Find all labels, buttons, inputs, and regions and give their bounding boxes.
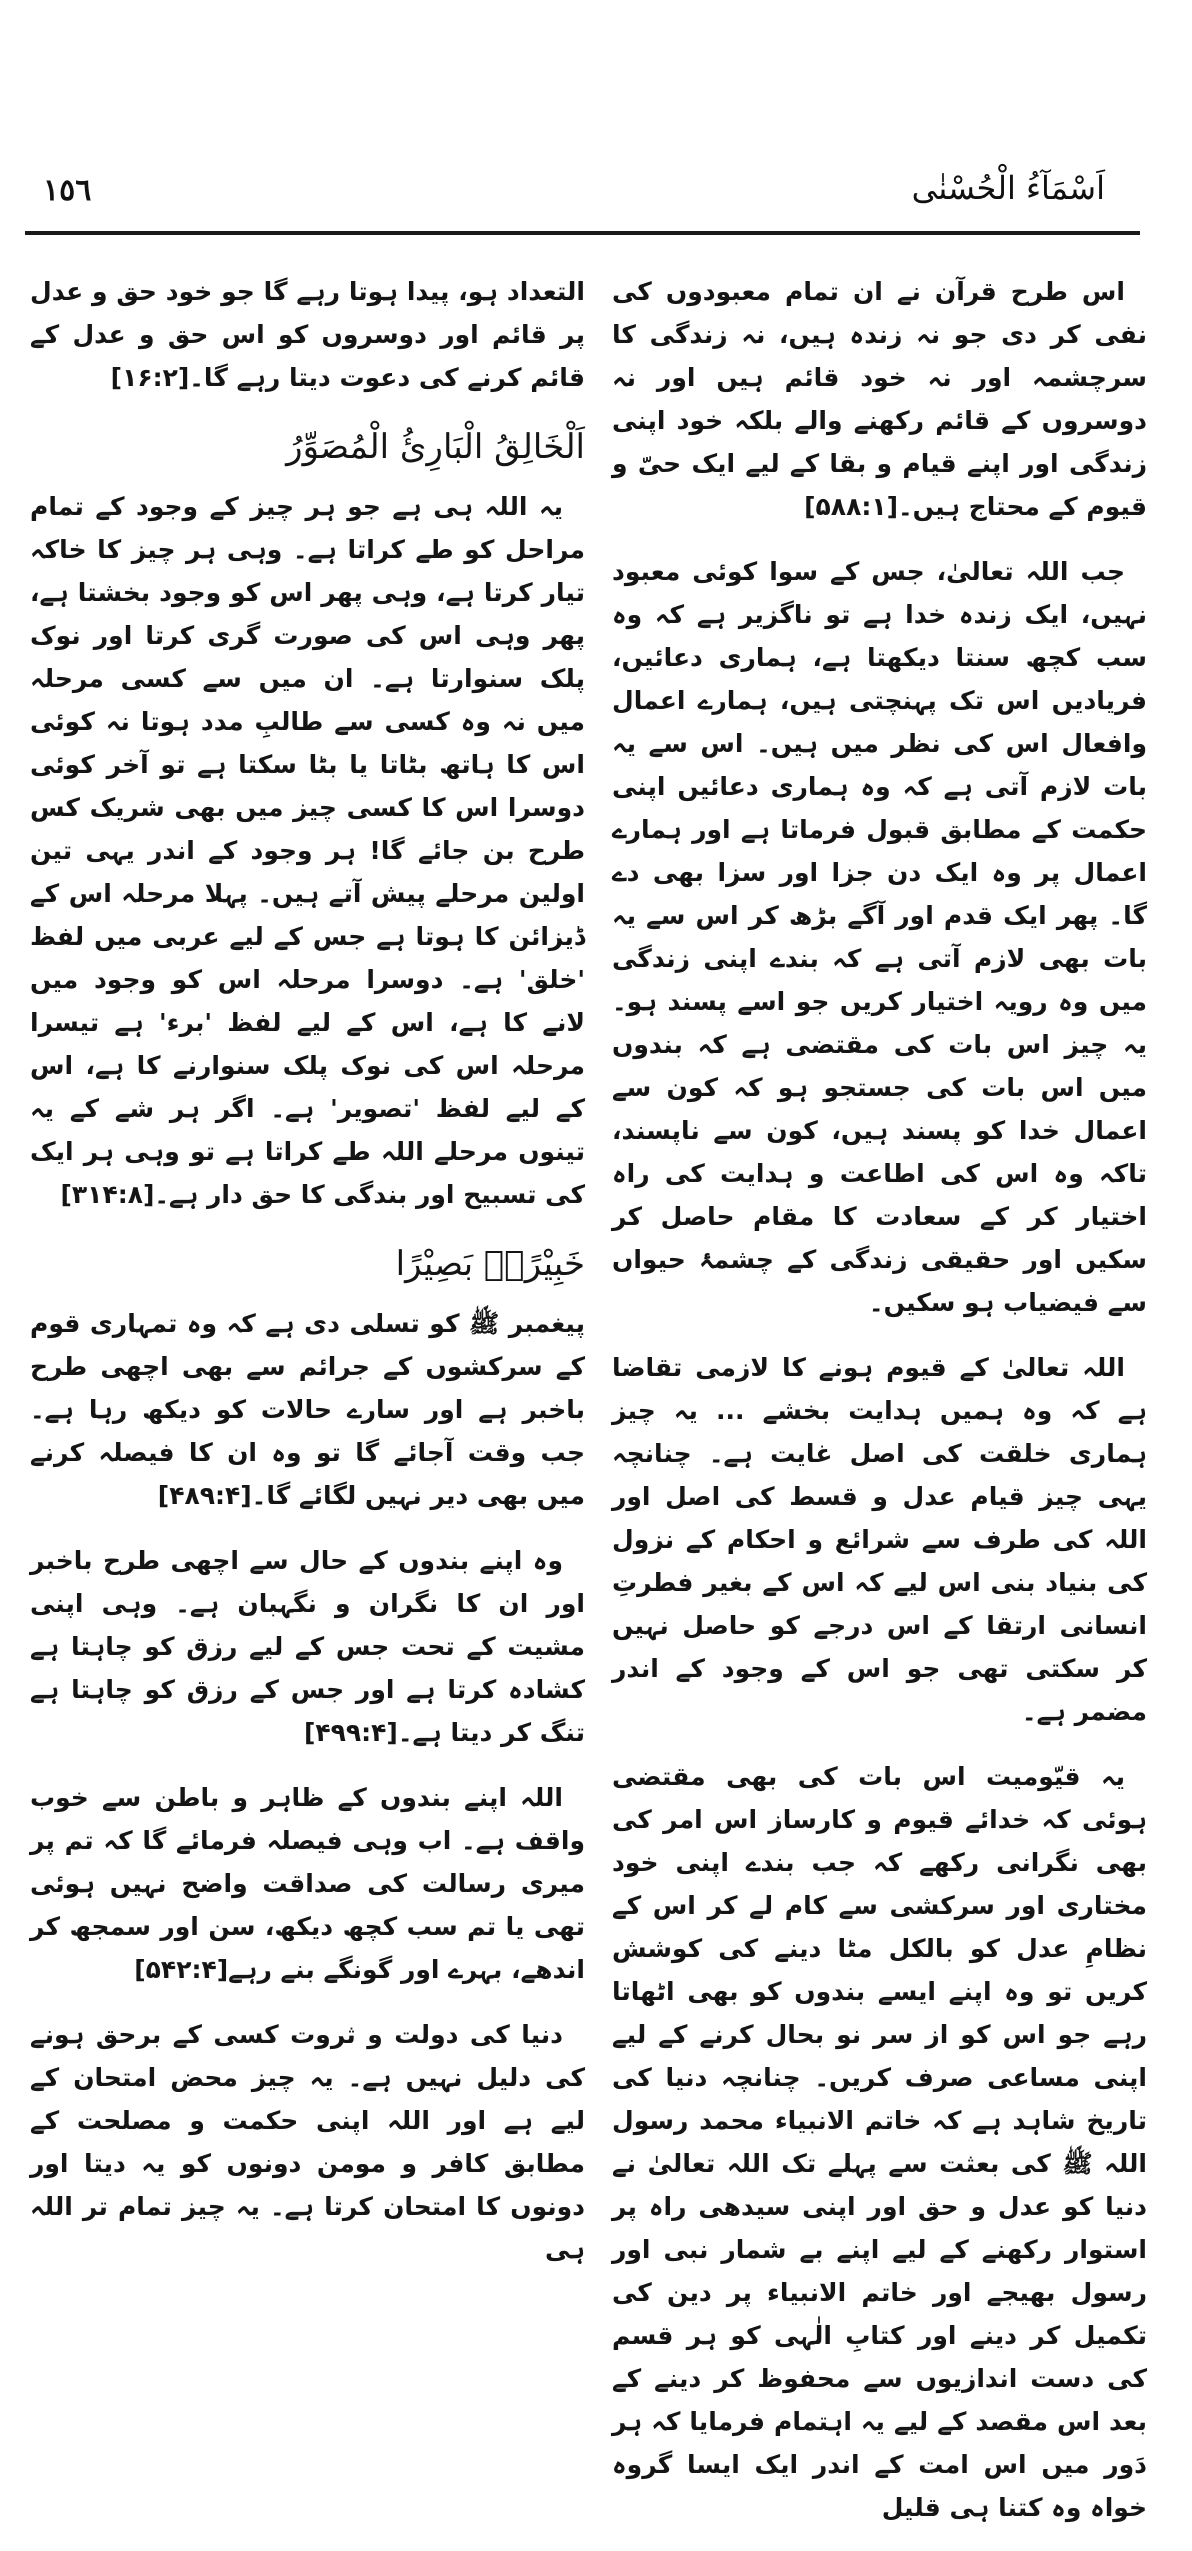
left-column xyxy=(30,270,585,2293)
section-heading-khabiran-basiran: خَبِیْرًاۢ بَصِیْرًا xyxy=(395,1244,585,1284)
running-title: اَسْمَآءُ الْحُسْنٰی xyxy=(911,169,1105,207)
paragraph: اللہ تعالیٰ کے قیوم ہونے کا لازمی تقاضا ہے کہ وہ ہمیں ہدایت بخشے ... یہ چیز ہماری خلقت کی اصل غایت ہے۔ چنانچہ یہی چیز قیام عدل و قسط کی اصل اور اللہ کی طرف سے شرائع و احکام کے نزول کی بنیاد بنی اس لیے کہ اس کے بغیر فطرتِ انسانی ارتقا کے اس درجے کو حاصل نہیں کر سکتی تھی جو اس کے وجود کے اندر مضمر ہے۔ xyxy=(612,1353,1147,1726)
paragraph: یہ قیّومیت اس بات کی بھی مقتضی ہوئی کہ خدائے قیوم و کارساز اس امر کی بھی نگرانی رکھے کہ جب بندے اپنی خود مختاری اور سرکشی سے کام لے کر اس کے نظامِ عدل کو بالکل مٹا دینے کی کوشش کریں تو وہ اپنے ایسے بندوں کو بھی اٹھاتا رہے جو اس کو از سر نو بحال کرنے کے لیے اپنی مساعی صرف کریں۔ چنانچہ دنیا کی تاریخ شاہد ہے کہ خاتم الانبیاء محمد رسول اللہ ﷺ کی بعثت سے پہلے تک اللہ تعالیٰ نے دنیا کو عدل و حق اور اپنی سیدھی راہ پر استوار رکھنے کے لیے اپنے بے شمار نبی اور رسول بھیجے اور خاتم الانبیاء پر دین کی تکمیل کر دینے اور کتابِ الٰہی کو ہر قسم کی دست اندازیوں سے محفوظ کر دینے کے بعد اس مقصد کے لیے یہ اہتمام فرمایا کہ ہر دَور میں اس امت کے اندر ایک ایسا گروہ خواہ وہ کتنا ہی قلیل xyxy=(612,1762,1147,2522)
paragraph: یہ اللہ ہی ہے جو ہر چیز کے وجود کے تمام مراحل کو طے کراتا ہے۔ وہی ہر چیز کا خاکہ تیار کرتا ہے، وہی پھر اس کو وجود بخشتا ہے، پھر وہی اس کی صورت گری کرتا اور نوک پلک سنوارتا ہے۔ ان میں سے کسی مرحلہ میں نہ وہ کسی سے طالبِ مدد ہوتا نہ کوئی اس کا ہاتھ بٹاتا یا بٹا سکتا ہے تو آخر کوئی دوسرا اس کا کسی چیز میں بھی شریک کس طرح بن جائے گا! ہر وجود کے اندر یہی تین اولین مرحلے پیش آتے ہیں۔ پہلا مرحلہ اس کے ڈیزائن کا ہوتا ہے جس کے لیے عربی میں لفظ 'خلق' ہے۔ دوسرا مرحلہ اس کو وجود میں لانے کا ہے، اس کے لیے لفظ 'برء' ہے تیسرا مرحلہ اس کی نوک پلک سنوارنے کا ہے، اس کے لیے لفظ 'تصویر' ہے۔ اگر ہر شے کے یہ تینوں مرحلے اللہ طے کراتا ہے تو وہی ہر ایک کی تسبیح اور بندگی کا حق دار ہے۔[۳۱۴:۸] xyxy=(30,492,585,1209)
paragraph: اس طرح قرآن نے ان تمام معبودوں کی نفی کر دی جو نہ زندہ ہیں، نہ زندگی کا سرچشمہ اور نہ خود قائم ہیں اور نہ دوسروں کے قائم رکھنے والے بلکہ خود اپنی زندگی اور اپنے قیام و بقا کے لیے ایک حیّ و قیوم کے محتاج ہیں۔[۵۸۸:۱] xyxy=(612,277,1147,521)
paragraph: وہ اپنے بندوں کے حال سے اچھی طرح باخبر اور ان کا نگران و نگہبان ہے۔ وہی اپنی مشیت کے تحت جس کے لیے رزق کو چاہتا ہے کشادہ کرتا ہے اور جس کے رزق کو چاہتا ہے تنگ کر دیتا ہے۔[۴۹۹:۴] xyxy=(30,1546,585,1747)
page-number: ١٥٦ xyxy=(43,173,92,208)
header-divider xyxy=(25,231,1140,235)
right-column xyxy=(612,270,1147,2551)
paragraph-continuation: التعداد ہو، پیدا ہوتا رہے گا جو خود حق و عدل پر قائم اور دوسروں کو اس حق و عدل کے قائم کرنے کی دعوت دیتا رہے گا۔[۱۶:۲] xyxy=(30,277,585,392)
paragraph: پیغمبر ﷺ کو تسلی دی ہے کہ وہ تمہاری قوم کے سرکشوں کے جرائم سے بھی اچھی طرح باخبر ہے اور سارے حالات کو دیکھ رہا ہے۔ جب وقت آجائے گا تو وہ ان کا فیصلہ کرنے میں بھی دیر نہیں لگائے گا۔[۴۸۹:۴] xyxy=(30,1309,585,1510)
page-header xyxy=(25,165,1140,231)
paragraph: اللہ اپنے بندوں کے ظاہر و باطن سے خوب واقف ہے۔ اب وہی فیصلہ فرمائے گا کہ تم پر میری رسالت کی صداقت واضح نہیں ہوئی تھی یا تم سب کچھ دیکھ، سن اور سمجھ کر اندھے، بہرے اور گونگے بنے رہے[۵۴۲:۴] xyxy=(30,1783,585,1984)
paragraph: دنیا کی دولت و ثروت کسی کے برحق ہونے کی دلیل نہیں ہے۔ یہ چیز محض امتحان کے لیے ہے اور اللہ اپنی حکمت و مصلحت کے مطابق کافر و مومن دونوں کو یہ دیتا اور دونوں کا امتحان کرتا ہے۔ یہ چیز تمام تر اللہ ہی xyxy=(30,2020,585,2264)
section-heading-al-khaliq: اَلْخَالِقُ الْبَارِیُٔ الْمُصَوِّرُ xyxy=(286,427,585,467)
paragraph: جب اللہ تعالیٰ، جس کے سوا کوئی معبود نہیں، ایک زندہ خدا ہے تو ناگزیر ہے کہ وہ سب کچھ سنتا دیکھتا ہے، ہماری دعائیں، فریادیں اس تک پہنچتی ہیں، ہمارے اعمال وافعال اس کی نظر میں ہیں۔ اس سے یہ بات لازم آتی ہے کہ وہ ہماری دعائیں اپنی حکمت کے مطابق قبول فرماتا ہے اور ہمارے اعمال پر وہ ایک دن جزا اور سزا بھی دے گا۔ پھر ایک قدم اور آگے بڑھ کر اس سے یہ بات بھی لازم آتی ہے کہ بندے اپنی زندگی میں وہ رویہ اختیار کریں جو اسے پسند ہو۔ یہ چیز اس بات کی مقتضی ہے کہ بندوں میں اس بات کی جستجو ہو کہ کون سے اعمال خدا کو پسند ہیں، کون سے ناپسند، تاکہ وہ اس کی اطاعت و ہدایت کی راہ اختیار کر کے سعادت کا مقام حاصل کر سکیں اور حقیقی زندگی کے چشمۂ حیواں سے فیضیاب ہو سکیں۔ xyxy=(612,557,1147,1317)
